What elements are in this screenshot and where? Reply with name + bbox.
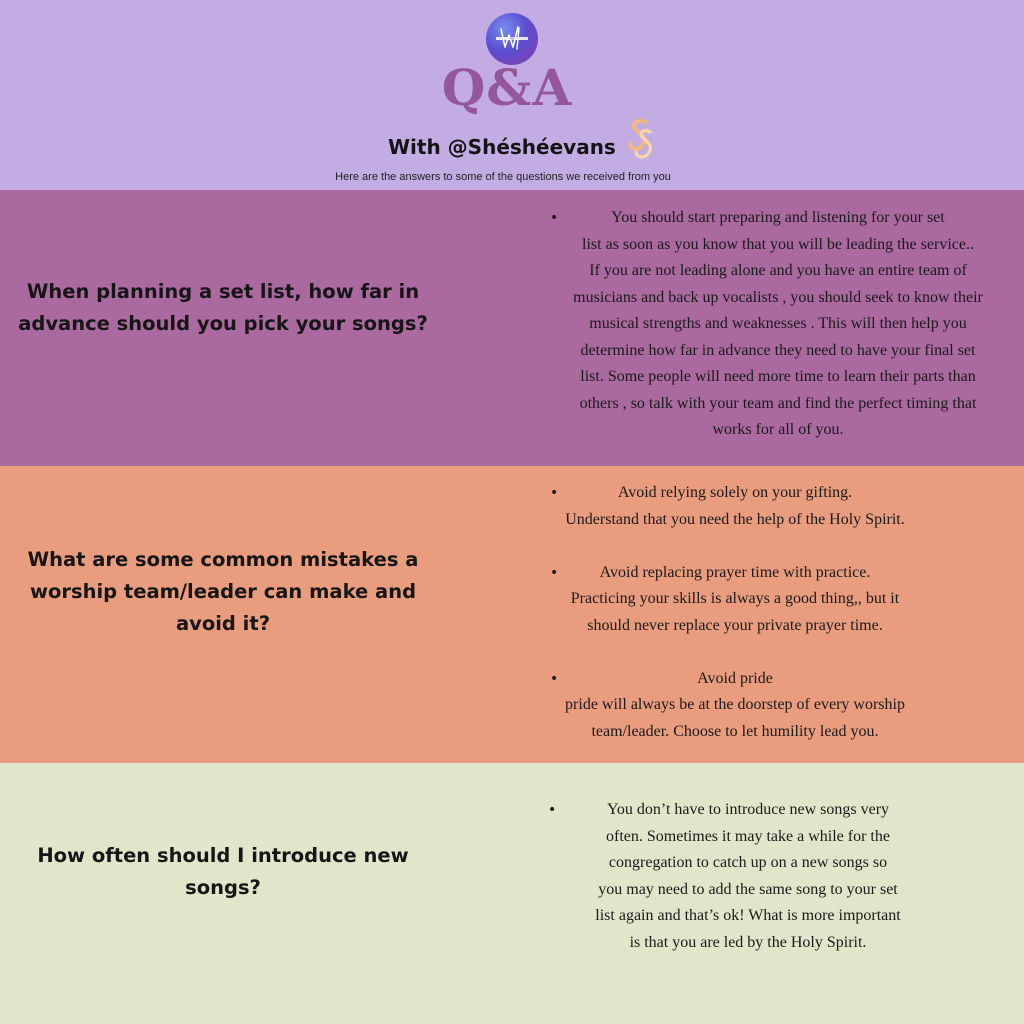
answer-3: [548, 797, 948, 956]
answer-2: [530, 480, 940, 745]
answer-text: Avoid replacing prayer time with practice. Practicing your skills is always a good thing,, but it should never replace your private prayer time.: [570, 563, 900, 634]
answer-text: You should start preparing and listening for your set list as soon as you know that you will be leading the service.. If you are not leading alone and you have an entire team of musicians and back up vocalists , you should seek to know their musical strengths and weaknesses . This will then help you determine how far in advance they need to have your final set list. Some people will need more time to learn their parts than others , so talk with your team and find the perfect timing that works for all of you.: [573, 209, 983, 438]
author-handle: With @Shéshéevans: [388, 135, 616, 159]
qa-section-1: [0, 190, 1024, 466]
bullet-icon: •: [550, 564, 559, 581]
question-2: What are some common mistakes a worship team/leader can make and avoid it?: [27, 548, 419, 635]
bullet-icon: •: [550, 210, 559, 226]
header: [0, 0, 1024, 190]
answer-1: [538, 205, 1018, 444]
bullet-icon: •: [550, 485, 559, 501]
bullet-icon: •: [548, 802, 557, 818]
subtitle: Here are the answers to some of the questions we received from you: [335, 171, 671, 183]
ss-monogram-icon: [618, 116, 660, 166]
bullet-icon: •: [550, 670, 559, 687]
page-title: Q&A: [441, 58, 573, 117]
qa-section-3: [0, 763, 1024, 1024]
answer-text: Avoid relying solely on your gifting. Understand that you need the help of the Holy Spirit.: [565, 484, 905, 528]
question-3: How often should I introduce new songs?: [37, 844, 409, 899]
question-1: When planning a set list, how far in advance should you pick your songs?: [18, 280, 428, 335]
answer-text: Avoid pride pride will always be at the doorstep of every worship team/leader. Choose to let humility lead you.: [565, 669, 905, 740]
answer-text: You don’t have to introduce new songs very often. Sometimes it may take a while for the congregation to catch up on a new songs so you may need to add the same song to your set list again and that’s ok! What is more important is that you are led by the Holy Spirit.: [595, 801, 901, 951]
qa-section-2: [0, 466, 1024, 763]
svg-text:HW: HW: [509, 37, 515, 41]
